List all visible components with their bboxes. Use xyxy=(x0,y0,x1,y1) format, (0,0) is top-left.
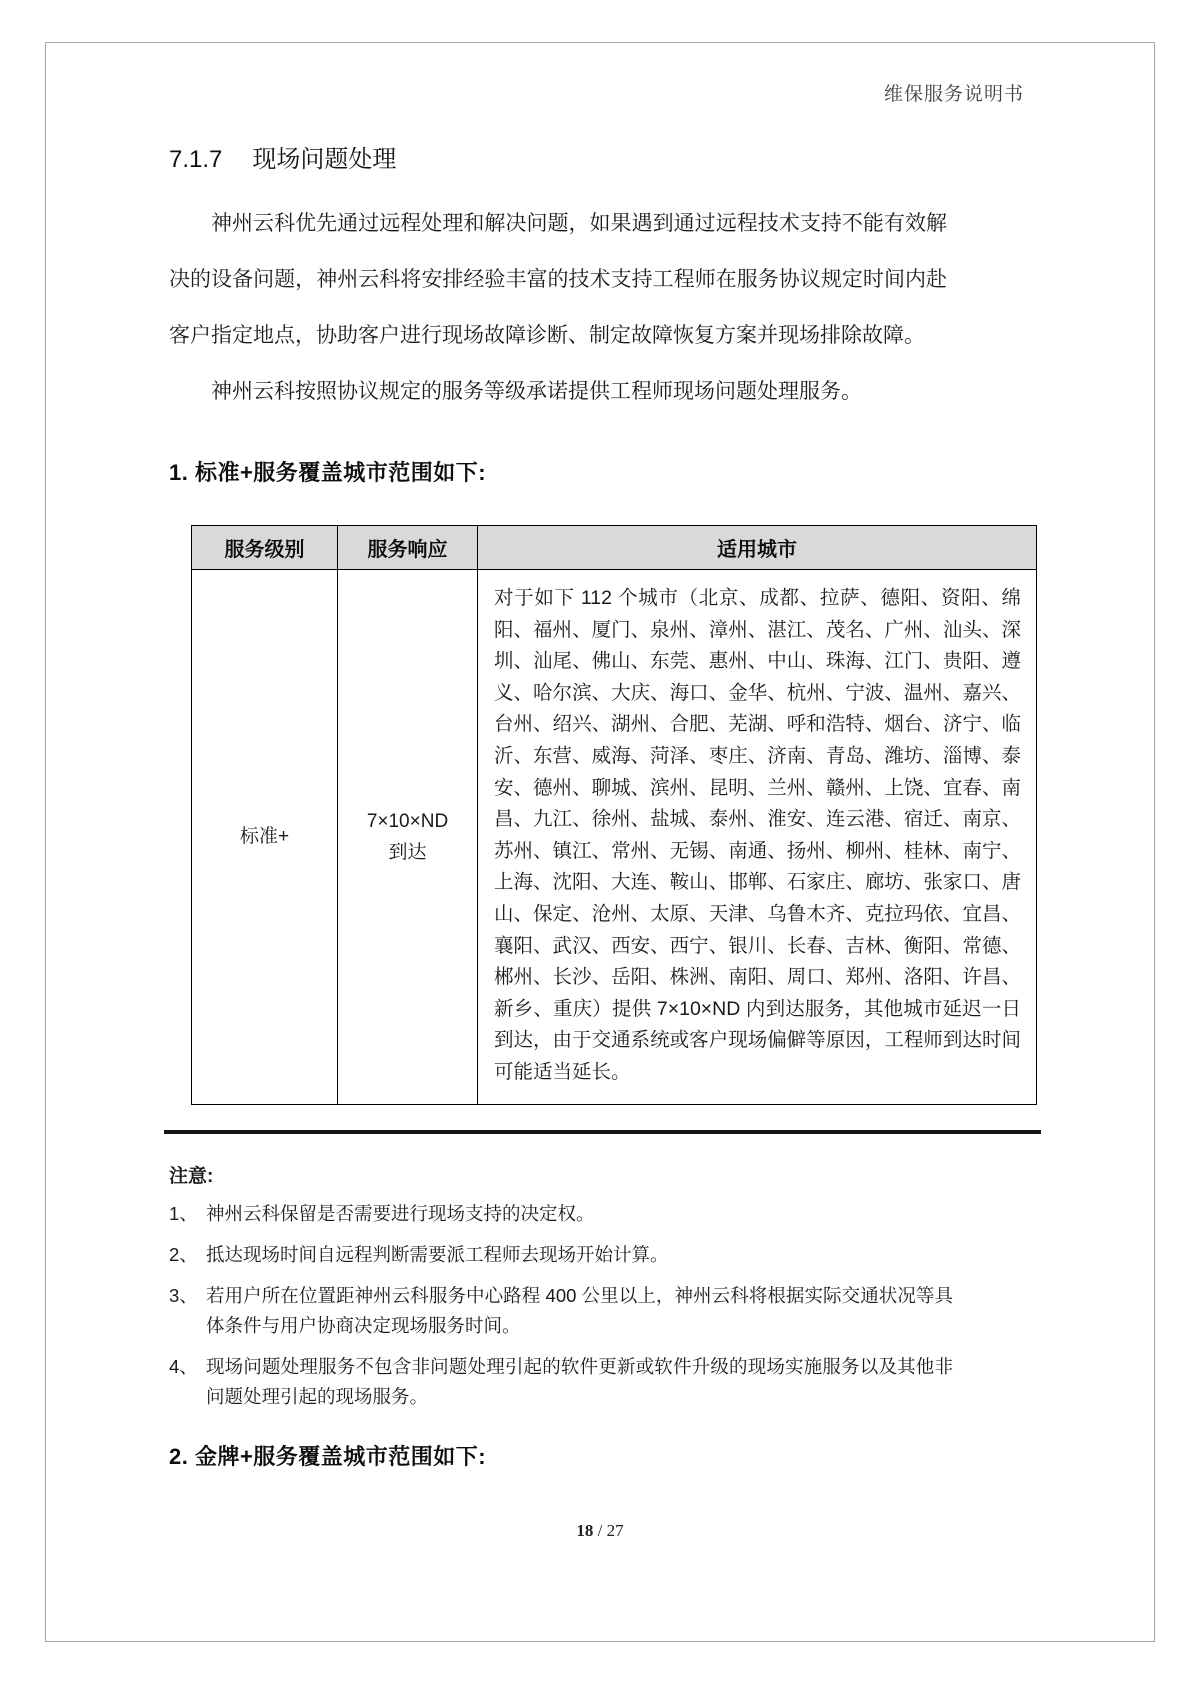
footer-page-number: 18 xyxy=(576,1521,594,1540)
note-item-3 xyxy=(169,1281,953,1341)
paragraph-remote-handling: 神州云科优先通过远程处理和解决问题，如果遇到通过远程技术支持不能有效解决的设备问题，神州云科将安排经验丰富的技术支持工程师在服务协议规定时间内赴客户指定地点，协助客户进行现场故障诊断、制定故障恢复方案并现场排除故障。 xyxy=(169,212,947,347)
table-header-applicable-cities: 适用城市 xyxy=(478,526,1037,570)
table-header-service-response: 服务响应 xyxy=(338,526,478,570)
table-header-row xyxy=(192,526,1037,570)
document-header-title: 维保服务说明书 xyxy=(883,84,1024,105)
service-coverage-table xyxy=(191,525,1037,1105)
note-number: 1、 xyxy=(169,1202,198,1224)
table-header-service-level: 服务级别 xyxy=(192,526,338,570)
notes-title: 注意: xyxy=(169,1165,214,1187)
page-footer xyxy=(46,1521,1154,1541)
cell-service-level: 标准+ xyxy=(192,570,338,1105)
paragraph-service-level: 神州云科按照协议规定的服务等级承诺提供工程师现场问题处理服务。 xyxy=(211,380,862,403)
horizontal-rule xyxy=(164,1130,1041,1134)
note-item-1 xyxy=(169,1199,953,1229)
note-text: 现场问题处理服务不包含非问题处理引起的软件更新或软件升级的现场实施服务以及其他非问题处理引起的现场服务。 xyxy=(206,1355,953,1407)
footer-total-pages: 27 xyxy=(606,1521,624,1540)
section-title: 现场问题处理 xyxy=(252,146,397,173)
section-number: 7.1.7 xyxy=(169,146,223,173)
footer-separator: / xyxy=(593,1521,607,1540)
note-item-4 xyxy=(169,1352,953,1412)
note-text: 抵达现场时间自远程判断需要派工程师去现场开始计算。 xyxy=(206,1243,669,1265)
note-number: 3、 xyxy=(169,1284,198,1306)
note-text: 神州云科保留是否需要进行现场支持的决定权。 xyxy=(206,1202,595,1224)
note-number: 2、 xyxy=(169,1243,198,1265)
note-text: 若用户所在位置距神州云科服务中心路程 400 公里以上，神州云科将根据实际交通状况等具体条件与用户协商决定现场服务时间。 xyxy=(206,1284,953,1336)
cell-applicable-cities: 对于如下 112 个城市（北京、成都、拉萨、德阳、资阳、绵阳、福州、厦门、泉州、漳州、湛江、茂名、广州、汕头、深圳、汕尾、佛山、东莞、惠州、中山、珠海、江门、贵阳、遵义、哈尔滨、大庆、海口、金华、杭州、宁波、温州、嘉兴、台州、绍兴、湖州、合肥、芜湖、呼和浩特、烟台、济宁、临沂、东营、威海、菏泽、枣庄、济南、青岛、潍坊、淄博、泰安、德州、聊城、滨州、昆明、兰州、赣州、上饶、宜春、南昌、九江、徐州、盐城、泰州、淮安、连云港、宿迁、南京、苏州、镇江、常州、无锡、南通、扬州、柳州、桂林、南宁、上海、沈阳、大连、鞍山、邯郸、石家庄、廊坊、张家口、唐山、保定、沧州、太原、天津、乌鲁木齐、克拉玛依、宜昌、襄阳、武汉、西安、西宁、银川、长春、吉林、衡阳、常德、郴州、长沙、岳阳、株洲、南阳、周口、郑州、洛阳、许昌、新乡、重庆）提供 7×10×ND 内到达服务，其他城市延迟一日到达，由于交通系统或客户现场偏僻等原因，工程师到达时间可能适当延长。 xyxy=(478,570,1037,1105)
note-item-2 xyxy=(169,1240,953,1270)
list-heading-standard-plus: 1. 标准+服务覆盖城市范围如下: xyxy=(169,460,487,485)
section-heading xyxy=(169,139,1081,174)
page-content xyxy=(169,139,1081,1471)
cell-service-response xyxy=(338,570,478,1105)
response-line1: 7×10×ND xyxy=(366,810,449,832)
note-number: 4、 xyxy=(169,1355,198,1377)
response-line2: 到达 xyxy=(388,841,427,863)
list-heading-gold-plus: 2. 金牌+服务覆盖城市范围如下: xyxy=(169,1443,487,1469)
page-border xyxy=(45,42,1155,1642)
table-row xyxy=(192,570,1037,1105)
